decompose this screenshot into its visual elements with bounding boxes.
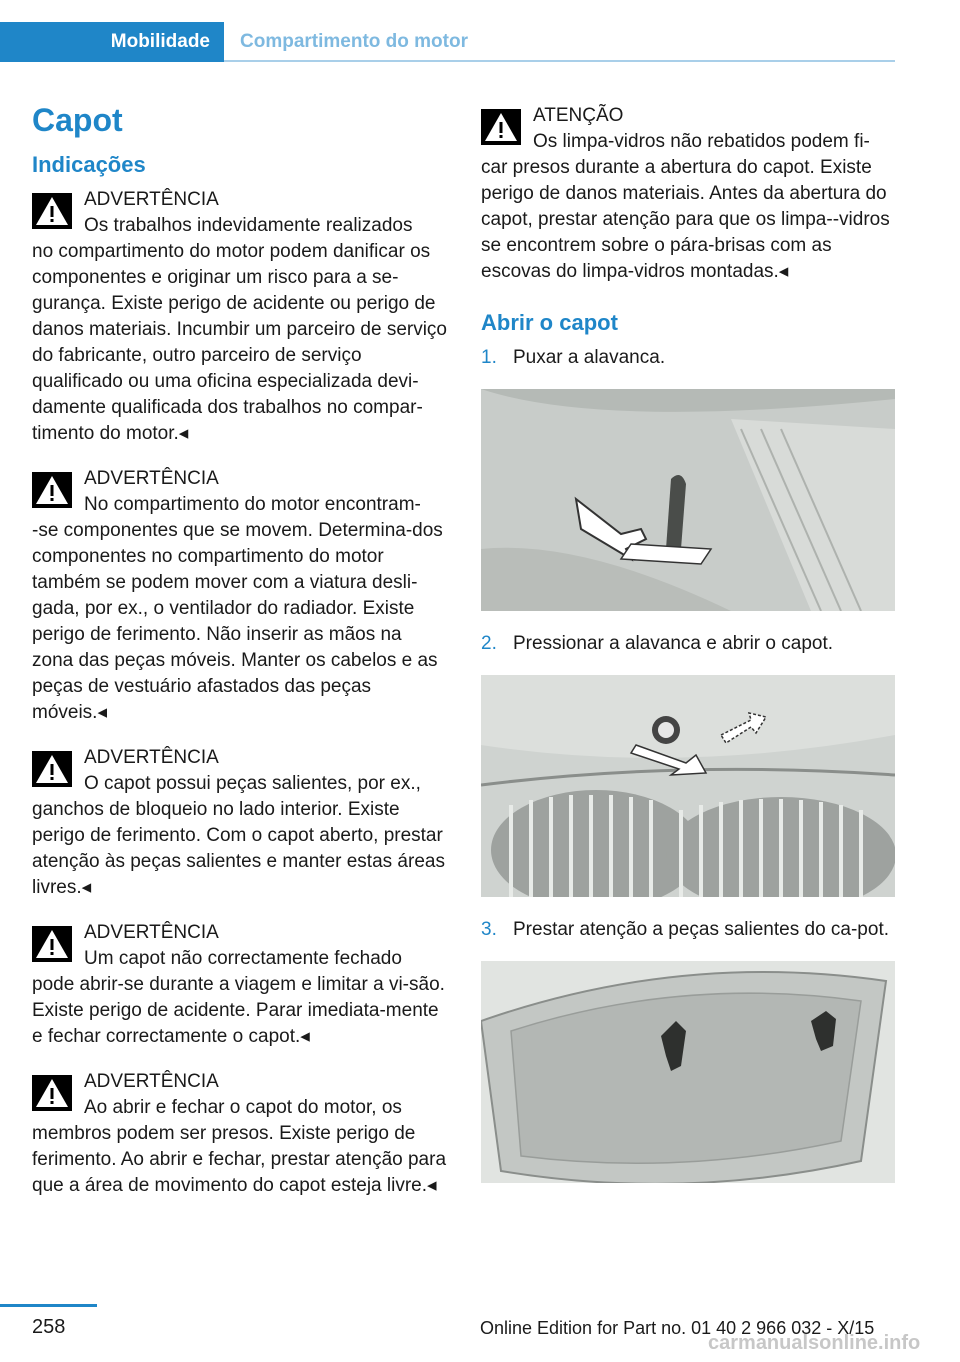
warning-text: no compartimento do motor podem danificar os componentes e originar um risco para a se-gurança. Existe perigo de acidente ou perigo de danos materiais. Incumbir um parceiro de serviço do fabricante, outro parceiro de serviço qualificado ou uma oficina especializada devi-damente qualificada dos trabalhos no compar-timento do motor.◂ — [32, 241, 448, 444]
warning-triangle-icon — [32, 1075, 72, 1111]
right-column — [481, 103, 896, 1203]
warning-label: ADVERTÊNCIA — [84, 189, 219, 210]
edition-note: Online Edition for Part no. 01 40 2 966 032 - X/15 — [480, 1318, 875, 1338]
step-item — [481, 631, 896, 657]
caution-text: car presos durante a abertura do capot. Existe perigo de danos materiais. Antes da abertura do capot, prestar atenção para que os limpa--vidros se encontrem sobre o pára-brisas com as escovas do limpa-vidros montadas.◂ — [481, 157, 890, 282]
step-number: 1. — [481, 347, 497, 368]
caution-label: ATENÇÃO — [533, 105, 624, 126]
step-item — [481, 345, 896, 371]
warning-first-line: Os trabalhos indevidamente realizados — [84, 215, 413, 236]
warning-text: -se componentes que se movem. Determina-dos componentes no compartimento do motor também se podem mover com a viatura desli-gada, por ex., o ventilador do radiador. Existe perigo de ferimento. Não inserir as mãos na zona das peças móveis. Manter os cabelos e as peças de vestuário afastados das peças móveis.◂ — [32, 520, 443, 723]
section-heading-open-hood: Abrir o capot — [481, 310, 618, 335]
warning-block — [32, 187, 447, 447]
warning-block — [32, 466, 447, 726]
warning-first-line: No compartimento do motor encontram- — [84, 494, 421, 515]
warning-triangle-icon — [32, 926, 72, 962]
hood-release-illustration — [481, 675, 895, 897]
hood-lever-illustration — [481, 389, 895, 611]
warning-text: ganchos de bloqueio no lado interior. Existe perigo de ferimento. Com o capot aberto, prestar atenção às peças salientes e manter estas áreas livres.◂ — [32, 799, 445, 898]
page-number: 258 — [32, 1316, 66, 1338]
warning-label: ADVERTÊNCIA — [84, 922, 219, 943]
page-title: Capot — [32, 102, 123, 138]
hood-underside-illustration — [481, 961, 895, 1183]
watermark: carmanualsonline.info — [708, 1332, 921, 1354]
warning-first-line: Um capot não correctamente fechado — [84, 948, 402, 969]
warning-triangle-icon — [32, 193, 72, 229]
warning-triangle-icon — [481, 109, 521, 145]
caution-first-line: Os limpa-vidros não rebatidos podem fi- — [533, 131, 870, 152]
warning-block — [32, 920, 447, 1050]
step-number: 2. — [481, 633, 497, 654]
warning-first-line: O capot possui peças salientes, por ex., — [84, 773, 421, 794]
step-text: Puxar a alavanca. — [513, 347, 666, 368]
footer-rule — [0, 1304, 97, 1307]
warning-triangle-icon — [32, 472, 72, 508]
caution-block — [481, 103, 896, 285]
warning-block — [32, 745, 447, 901]
warning-block — [32, 1069, 447, 1199]
figure-hood-lever — [481, 389, 895, 611]
step-text: Pressionar a alavanca e abrir o capot. — [513, 633, 834, 654]
warning-label: ADVERTÊNCIA — [84, 1071, 219, 1092]
step-text: Prestar atenção a peças salientes do ca-pot. — [513, 919, 890, 940]
header-rule — [224, 60, 895, 62]
warning-first-line: Ao abrir e fechar o capot do motor, os — [84, 1097, 402, 1118]
warning-text: pode abrir-se durante a viagem e limitar a vi-são. Existe perigo de acidente. Parar imediata-mente e fechar correctamente o capot.◂ — [32, 974, 445, 1047]
step-item — [481, 917, 896, 943]
left-column — [32, 95, 447, 1218]
header-bar — [0, 22, 895, 62]
section-tab[interactable]: Mobilidade — [0, 22, 224, 62]
chapter-tab[interactable]: Compartimento do motor — [240, 31, 468, 52]
warning-triangle-icon — [32, 751, 72, 787]
warning-label: ADVERTÊNCIA — [84, 747, 219, 768]
step-number: 3. — [481, 919, 497, 940]
figure-hood-release — [481, 675, 895, 897]
warning-label: ADVERTÊNCIA — [84, 468, 219, 489]
figure-hood-underside — [481, 961, 895, 1183]
warning-text: membros podem ser presos. Existe perigo de ferimento. Ao abrir e fechar, prestar atenção para que a área de movimento do capot esteja livre.◂ — [32, 1123, 447, 1196]
section-heading-notes: Indicações — [32, 152, 146, 177]
